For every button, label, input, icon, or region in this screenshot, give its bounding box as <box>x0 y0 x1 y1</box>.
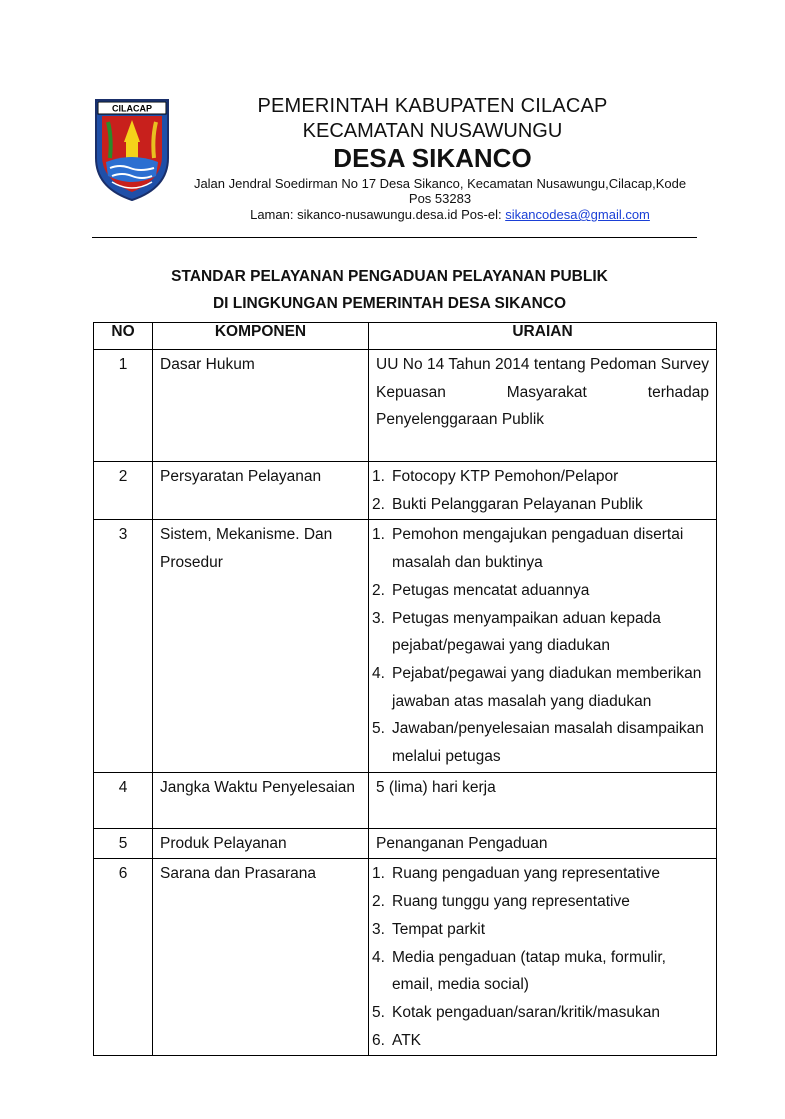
row-no: 2 <box>94 462 153 520</box>
row-komponen: Dasar Hukum <box>153 350 369 462</box>
doc-title-line-1: STANDAR PELAYANAN PENGADUAN PELAYANAN PUBLIK <box>171 268 608 285</box>
table-row <box>94 462 717 520</box>
header-komponen: KOMPONEN <box>153 323 369 350</box>
uraian-list <box>372 860 709 1054</box>
row-no: 6 <box>94 859 153 1056</box>
header-uraian: URAIAN <box>369 323 717 350</box>
row-komponen: Persyaratan Pelayanan <box>153 462 369 520</box>
row-no: 3 <box>94 520 153 772</box>
row-uraian: UU No 14 Tahun 2014 tentang Pedoman Survey Kepuasan Masyarakat terhadap Penyelenggaraan Publik <box>369 350 717 462</box>
service-standard-table <box>93 322 717 1056</box>
table-row <box>94 859 717 1056</box>
row-uraian: Penanganan Pengaduan <box>369 828 717 859</box>
row-uraian: 5 (lima) hari kerja <box>369 772 717 828</box>
header-no: NO <box>94 323 153 350</box>
row-no: 5 <box>94 828 153 859</box>
doc-title-line-2: DI LINGKUNGAN PEMERINTAH DESA SIKANCO <box>212 295 567 312</box>
address-line-2: Pos 53283 <box>408 191 472 206</box>
email-link[interactable]: sikancodesa@gmail.com <box>505 207 650 222</box>
list-item: 4. Media pengaduan (tatap muka, formulir, email, media social) <box>372 948 666 994</box>
address <box>180 176 700 206</box>
village-name: DESA SIKANCO <box>333 143 532 173</box>
list-item: 4. Pejabat/pegawai yang diadukan memberikan jawaban atas masalah yang diadukan <box>372 664 702 710</box>
list-item: 2. Ruang tunggu yang representative <box>372 893 630 911</box>
logo-text: CILACAP <box>112 103 152 114</box>
contact-line <box>190 207 710 222</box>
table-row <box>94 520 717 772</box>
list-item: 5. Jawaban/penyelesaian masalah disampaikan melalui petugas <box>372 720 704 766</box>
row-komponen: Sarana dan Prasarana <box>153 859 369 1056</box>
row-no: 4 <box>94 772 153 828</box>
list-item: 1. Fotocopy KTP Pemohon/Pelapor <box>372 468 619 485</box>
gov-name: PEMERINTAH KABUPATEN CILACAP <box>257 95 608 117</box>
row-komponen: Sistem, Mekanisme. Dan Prosedur <box>153 520 369 772</box>
list-item: 3. Tempat parkit <box>372 920 486 938</box>
header-divider <box>92 237 697 238</box>
row-komponen: Produk Pelayanan <box>153 828 369 859</box>
uraian-list <box>372 521 709 770</box>
district-name: KECAMATAN NUSAWUNGU <box>302 120 563 142</box>
table-row <box>94 350 717 462</box>
uraian-list <box>372 463 709 518</box>
list-item: 5. Kotak pengaduan/saran/kritik/masukan <box>372 1003 660 1021</box>
list-item: 2. Bukti Pelanggaran Pelayanan Publik <box>372 495 643 513</box>
address-line-1: Jalan Jendral Soedirman No 17 Desa Sikanco, Kecamatan Nusawungu,Cilacap,Kode <box>193 176 687 191</box>
table-row <box>94 828 717 859</box>
table-header-row <box>94 323 717 350</box>
list-item: 2. Petugas mencatat aduannya <box>372 581 590 599</box>
row-komponen: Jangka Waktu Penyelesaian <box>153 772 369 828</box>
list-item: 1. Pemohon mengajukan pengaduan disertai masalah dan buktinya <box>372 526 684 572</box>
row-no: 1 <box>94 350 153 462</box>
website-text: Laman: sikanco-nusawungu.desa.id Pos-el: <box>250 207 506 222</box>
list-item: 6. ATK <box>372 1031 421 1049</box>
list-item: 1. Ruang pengaduan yang representative <box>372 865 661 883</box>
list-item: 3. Petugas menyampaikan aduan kepada pejabat/pegawai yang diadukan <box>372 609 661 655</box>
table-row <box>94 772 717 828</box>
